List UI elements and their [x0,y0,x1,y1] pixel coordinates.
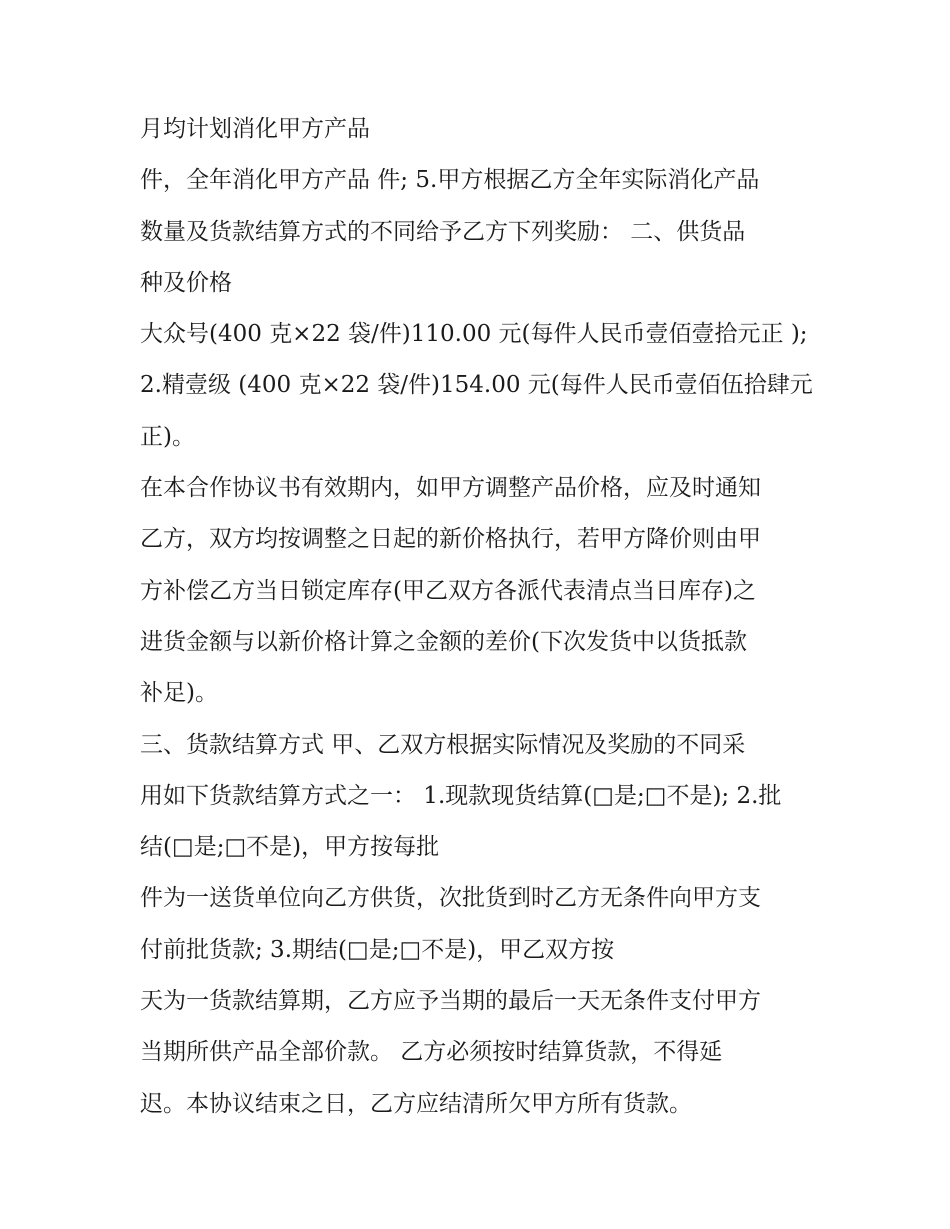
text-line: 方补偿乙方当日锁定库存(甲乙双方各派代表清点当日库存)之 [140,577,756,604]
text-line: 结(□是;□不是)，甲方按每批 [140,834,440,861]
text-line: 件，全年消化甲方产品 件; 5.甲方根据乙方全年实际消化产品 [140,167,760,194]
text-line: 用如下货款结算方式之一： 1.现款现货结算(□是;□不是); 2.批 [140,782,782,809]
text-line: 乙方，双方均按调整之日起的新价格执行，若甲方降价则由甲 [140,526,761,553]
text-line: 三、货款结算方式 甲、乙双方根据实际情况及奖励的不同采 [140,731,746,758]
text-line: 迟。本协议结束之日，乙方应结清所欠甲方所有货款。 [140,1090,692,1117]
text-line: 种及价格 [140,269,232,296]
text-line: 在本合作协议书有效期内，如甲方调整产品价格，应及时通知 [140,475,761,502]
text-line: 2.精壹级 (400 克×22 袋/件)154.00 元(每件人民币壹佰伍拾肆元 [140,372,813,399]
text-line: 件为一送货单位向乙方供货，次批货到时乙方无条件向甲方支 [140,885,761,912]
text-line: 天为一货款结算期，乙方应予当期的最后一天无条件支付甲方 [140,988,761,1015]
text-line: 大众号(400 克×22 袋/件)110.00 元(每件人民币壹佰壹拾元正 ); [140,321,808,348]
text-line: 正)。 [140,423,195,450]
text-line: 数量及货款结算方式的不同给予乙方下列奖励： 二、供货品 [140,218,746,245]
text-line: 当期所供产品全部价款。 乙方必须按时结算货款，不得延 [140,1039,723,1066]
text-line: 补足)。 [140,680,218,707]
text-line: 进货金额与以新价格计算之金额的差价(下次发货中以货抵款 [140,628,747,655]
document-body [140,104,820,1130]
text-line: 月均计划消化甲方产品 [140,116,370,142]
text-line: 付前批货款; 3.期结(□是;□不是)，甲乙双方按 [140,936,615,963]
